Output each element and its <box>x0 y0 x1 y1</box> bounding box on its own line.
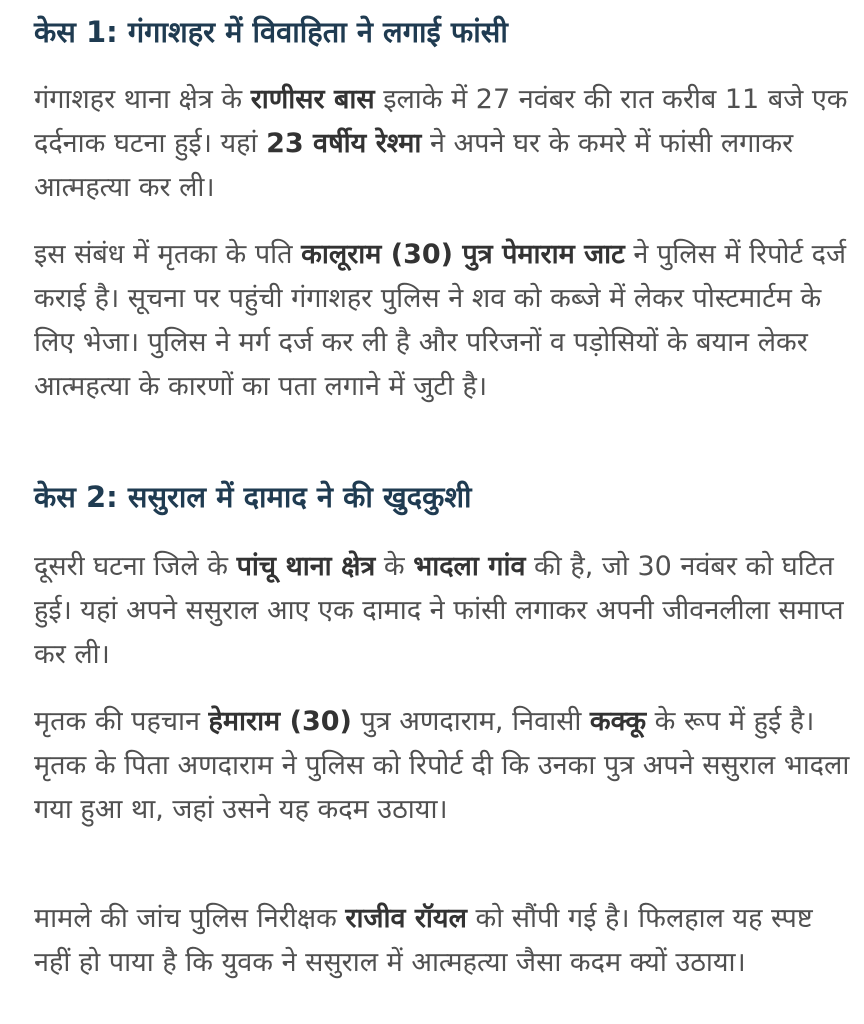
text-segment: के <box>375 551 414 582</box>
case-2-paragraph-3 <box>34 897 850 985</box>
text-segment: इलाके में 27 नवंबर की रात करीब 11 बजे एक दर्दनाक घटना हुई। यहां <box>34 84 848 159</box>
police-station-highlight: पांचू थाना क्षेत्र <box>236 551 376 582</box>
case-2-paragraph-1 <box>34 545 850 677</box>
text-segment: इस संबंध में मृतका के पति <box>34 239 302 270</box>
text-segment: गंगाशहर थाना क्षेत्र के <box>34 84 251 115</box>
text-segment: मृतक की पहचान <box>34 706 209 737</box>
location-highlight: राणीसर बास <box>250 84 375 115</box>
text-segment: की है, जो 30 नवंबर को घटित हुई। यहां अपने ससुराल आए एक दामाद ने फांसी लगाकर अपनी जीवनलीला समाप्त कर ली। <box>34 551 844 670</box>
case-1-paragraph-1 <box>34 78 850 210</box>
text-segment: ने पुलिस में रिपोर्ट दर्ज कराई है। सूचना पर पहुंची गंगाशहर पुलिस ने शव को कब्जे में लेकर पोस्टमार्टम के लिए भेजा। पुलिस ने मर्ग दर्ज कर ली है और परिजनों व पड़ोसियों के बयान लेकर आत्महत्या के कारणों का पता लगाने में जुटी है। <box>34 239 847 402</box>
text-segment: के रूप में हुई है। मृतक के पिता अणदाराम ने पुलिस को रिपोर्ट दी कि उनका पुत्र अपने ससुराल भादला गया हुआ था, जहां उसने यह कदम उठाया। <box>34 706 850 825</box>
complainant-highlight: कालूराम (30) पुत्र पेमाराम जाट <box>301 239 625 270</box>
deceased-highlight: हेमाराम (30) <box>208 706 352 737</box>
text-segment: को सौंपी गई है। फिलहाल यह स्पष्ट नहीं हो पाया है कि युवक ने ससुराल में आत्महत्या जैसा कदम क्यों उठाया। <box>34 903 813 978</box>
investigating-officer-highlight: राजीव रॉयल <box>345 903 467 934</box>
village-highlight: भादला गांव <box>413 551 526 582</box>
text-segment: मामले की जांच पुलिस निरीक्षक <box>34 903 346 934</box>
text-segment: पुत्र अणदाराम, निवासी <box>351 706 590 737</box>
case-2-paragraph-2 <box>34 700 850 832</box>
case-2-heading: केस 2: ससुराल में दामाद ने की खुदकुशी <box>34 480 472 514</box>
case-1-paragraph-2 <box>34 233 850 409</box>
text-segment: ने अपने घर के कमरे में फांसी लगाकर आत्महत्या कर ली। <box>34 128 794 203</box>
victim-highlight: 23 वर्षीय रेश्मा <box>266 128 422 159</box>
native-village-highlight: कक्कू <box>589 706 647 737</box>
text-segment: दूसरी घटना जिले के <box>34 551 237 582</box>
case-1-heading: केस 1: गंगाशहर में विवाहिता ने लगाई फांसी <box>34 15 508 49</box>
